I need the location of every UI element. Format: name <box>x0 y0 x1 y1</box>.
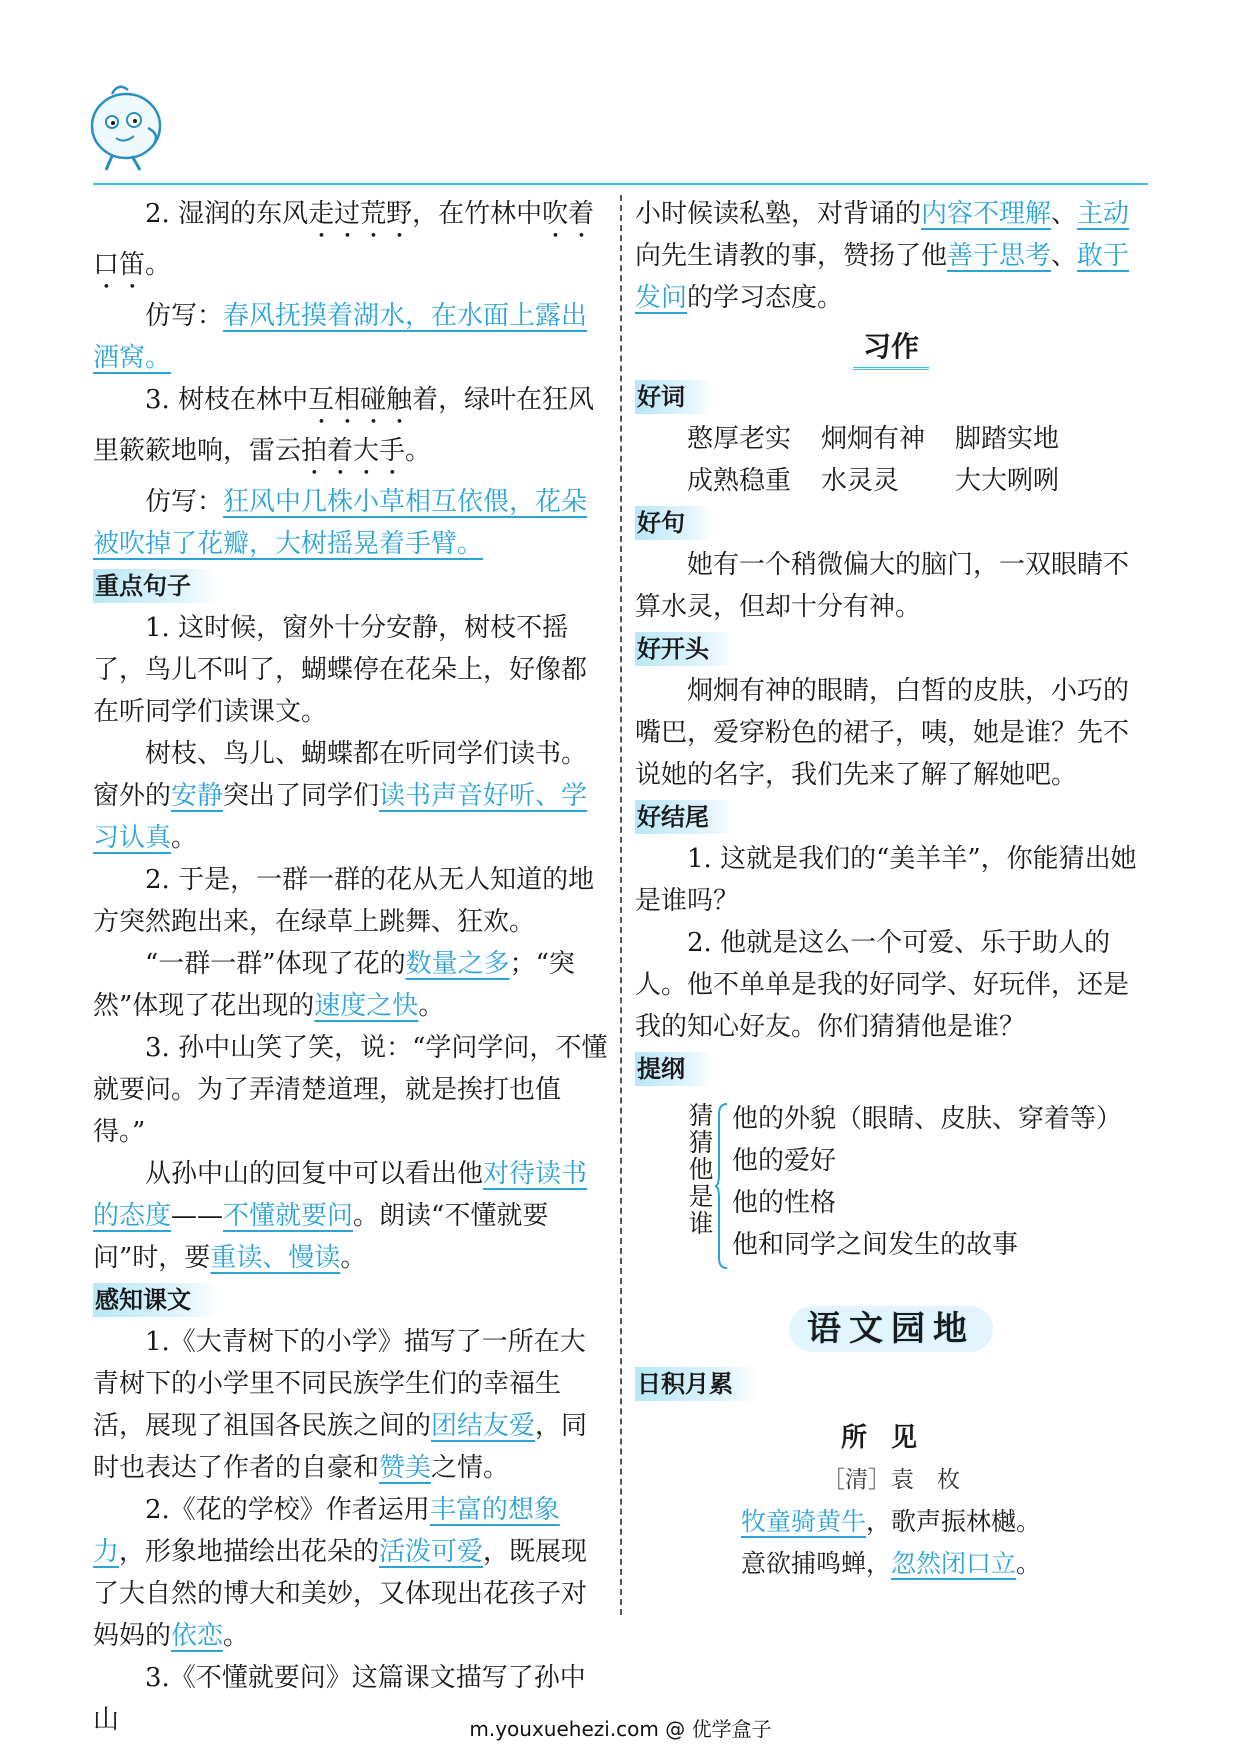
word: 憨厚老实 <box>687 424 792 454</box>
key-analysis-3: 从孙中山的回复中可以看出他对待读书的态度——不懂就要问。朗读“不懂就要问”时，要重读、慢读。 <box>93 1159 588 1273</box>
word: 水灵灵 <box>821 466 900 496</box>
poem-title: 所见 <box>840 1423 941 1453</box>
outline-item: 他的爱好 <box>732 1146 837 1176</box>
section-tag-good-opening: 好开头 <box>635 632 735 666</box>
imitate-3: 仿写：狂风中几株小草相互依偎，花朵被吹掉了花瓣，大树摇晃着手臂。 <box>93 487 588 559</box>
section-tag-daily-accumulation: 日积月累 <box>635 1367 759 1401</box>
word: 大大咧咧 <box>955 466 1060 496</box>
imitate-2: 仿写：春风抚摸着湖水，在水面上露出酒窝。 <box>93 301 588 373</box>
section-tag-good-sentence: 好句 <box>635 506 711 540</box>
perceive-1: 1.《大青树下的小学》描写了一所在大青树下的小学里不同民族学生们的幸福生活，展现了祖国各民族之间的团结友爱，同时也表达了作者的自豪和赞美之情。 <box>93 1327 588 1483</box>
word: 脚踏实地 <box>955 424 1060 454</box>
key-sentence-1: 1. 这时候，窗外十分安静，树枝不摇了，鸟儿不叫了，蝴蝶停在花朵上，好像都在听同学们读课文。 <box>93 613 588 727</box>
left-column <box>93 193 608 1741</box>
good-opening: 炯炯有神的眼睛，白皙的皮肤，小巧的嘴巴，爱穿粉色的裙子，咦，她是谁？先不说她的名字，我们先来了解了解她吧。 <box>635 676 1130 790</box>
sentence-item-2: 2. 湿润的东风走过荒野，在竹林中吹着口笛。 <box>93 199 595 280</box>
section-tag-outline: 提纲 <box>635 1052 711 1086</box>
perceive-3: 3.《不懂就要问》这篇课文描写了孙中山 <box>93 1663 586 1735</box>
writing-section-title: 习作 <box>635 327 1147 370</box>
good-ending-1: 1. 这就是我们的“美羊羊”，你能猜出她是谁吗？ <box>635 844 1137 916</box>
key-analysis-2: “一群一群”体现了花的数量之多；“突然”体现了花出现的速度之快。 <box>93 949 575 1021</box>
poem-line-2: 意欲捕鸣蝉，忽然闭口立。 <box>740 1549 1042 1578</box>
word: 炯炯有神 <box>821 424 926 454</box>
outline-items <box>732 1098 1122 1266</box>
outline-label: 猜猜他是谁 <box>688 1101 714 1238</box>
key-sentence-3: 3. 孙中山笑了笑，说：“学问学问，不懂就要问。为了弄清楚道理，就是挨打也值得。” <box>93 1033 608 1147</box>
good-sentence: 她有一个稍微偏大的脑门，一双眼睛不算水灵，但却十分有神。 <box>635 550 1130 622</box>
answer: 狂风中几株小草相互依偎，花朵被吹掉了花瓣，大树摇晃着手臂。 <box>93 487 588 559</box>
section-tag-perceive-text: 感知课文 <box>93 1283 217 1317</box>
key-sentence-2: 2. 于是，一群一群的花从无人知道的地方突然跑出来，在绿草上跳舞、狂欢。 <box>93 865 595 937</box>
right-column <box>635 193 1147 1585</box>
brace-icon <box>715 1102 729 1270</box>
poem-line-1: 牧童骑黄牛，歌声振林樾。 <box>740 1507 1042 1536</box>
footer-watermark: m.youxuehezi.com @ 优学盒子 <box>469 1717 772 1741</box>
outline-item: 他的性格 <box>732 1188 837 1218</box>
column-divider <box>620 195 622 1615</box>
answer: 春风抚摸着湖水，在水面上露出酒窝。 <box>93 301 588 373</box>
perceive-3-continued: 小时候读私塾，对背诵的内容不理解、主动向先生请教的事，赞扬了他善于思考、敢于发问的学习态度。 <box>635 199 1130 313</box>
key-analysis-1: 树枝、鸟儿、蝴蝶都在听同学们读书。窗外的安静突出了同学们读书声音好听、学习认真。 <box>93 739 588 853</box>
sentence-item-3: 3. 树枝在林中互相碰触着，绿叶在狂风里簌簌地响，雷云拍着大手。 <box>93 385 595 466</box>
outline-block <box>635 1098 1147 1278</box>
section-tag-key-sentences: 重点句子 <box>93 569 217 603</box>
section-tag-good-words: 好词 <box>635 380 711 414</box>
good-words-list <box>635 418 1147 502</box>
section-tag-good-ending: 好结尾 <box>635 800 735 834</box>
chinese-garden-title: 语文园地 <box>635 1306 1147 1353</box>
good-ending-2: 2. 他就是这么一个可爱、乐于助人的人。他不单单是我的好同学、好玩伴，还是我的知心好友。你们猜猜他是谁？ <box>635 928 1130 1042</box>
outline-item: 他的外貌（眼睛、皮肤、穿着等） <box>732 1104 1123 1134</box>
header-rule <box>93 183 1148 185</box>
word: 成熟稳重 <box>687 466 792 496</box>
poem-author: ［清］袁 枚 <box>822 1467 960 1493</box>
perceive-2: 2.《花的学校》作者运用丰富的想象力，形象地描绘出花朵的活泼可爱，既展现了大自然的博大和美妙，又体现出花孩子对妈妈的依恋。 <box>93 1495 588 1651</box>
mascot-illustration <box>82 78 174 174</box>
outline-item: 他和同学之间发生的故事 <box>732 1230 1019 1260</box>
